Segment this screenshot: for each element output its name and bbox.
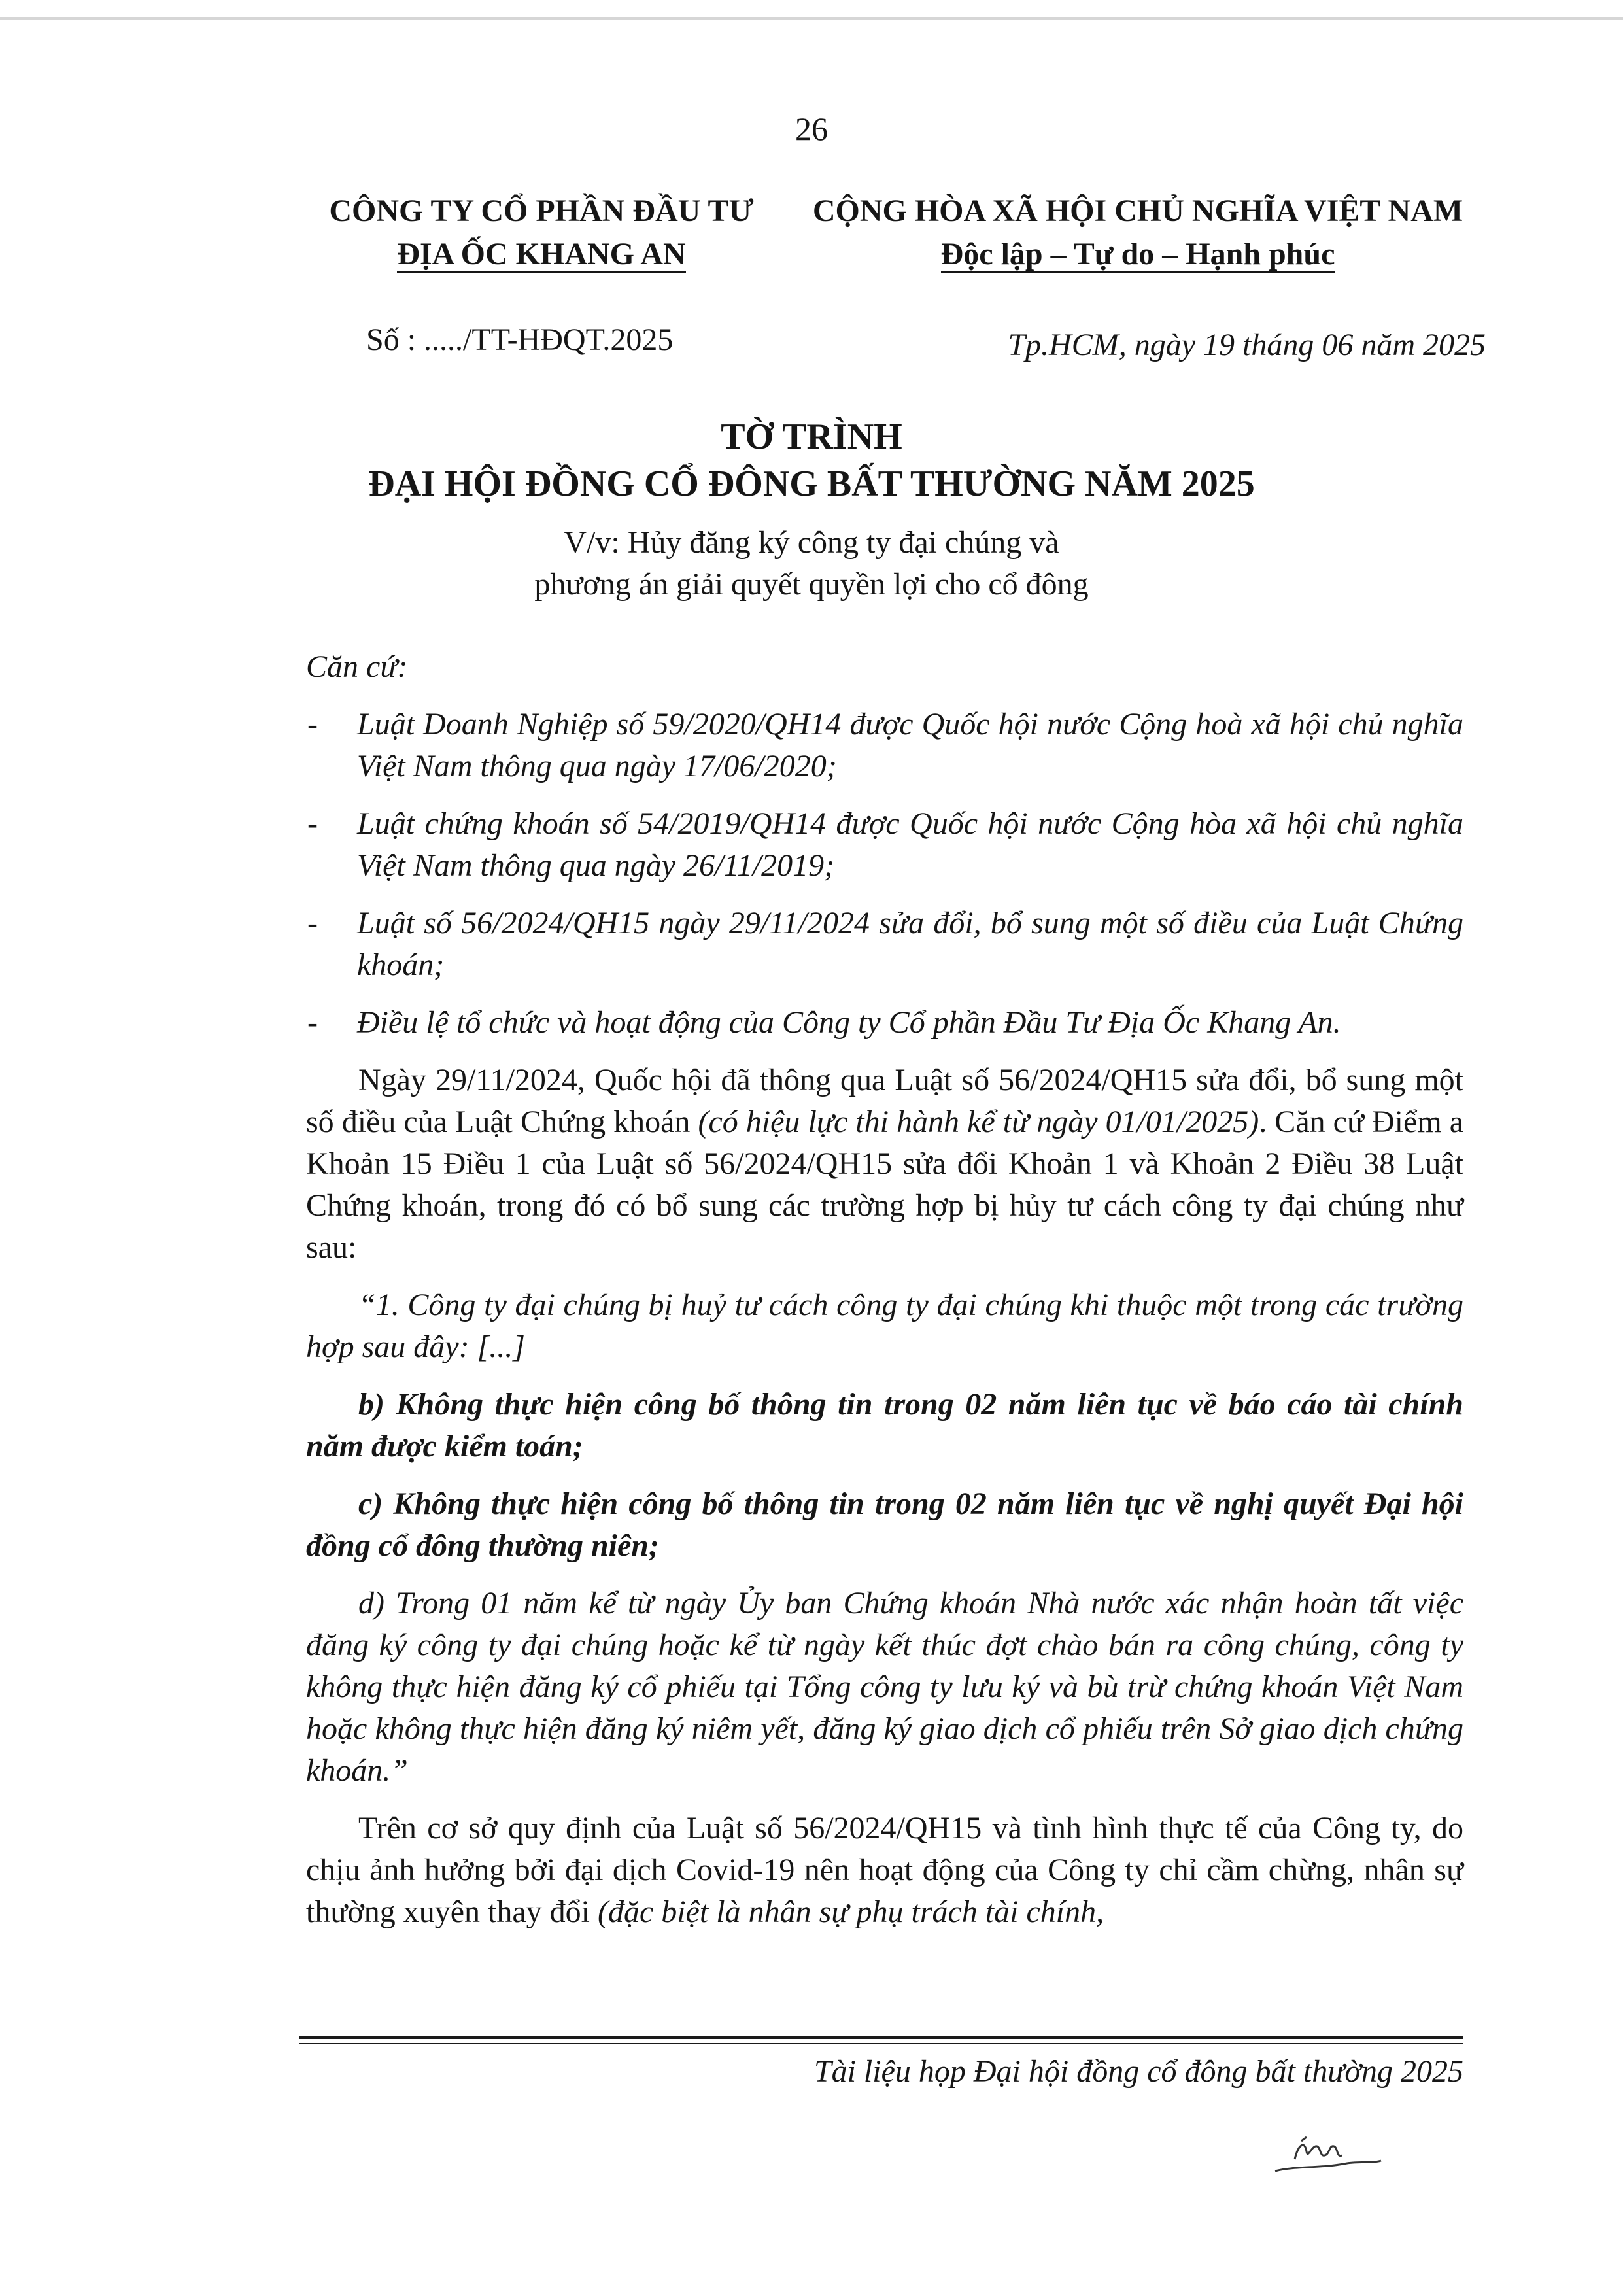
- scan-edge-line: [0, 17, 1623, 20]
- basis-item-text: Luật số 56/2024/QH15 ngày 29/11/2024 sửa đổi, bổ sung một số điều của Luật Chứng khoán;: [357, 906, 1463, 982]
- document-date: Tp.HCM, ngày 19 tháng 06 năm 2025: [1008, 328, 1486, 362]
- paragraph-note: (đặc biệt là nhân sự phụ trách tài chính,: [598, 1894, 1104, 1929]
- basis-item: [306, 902, 1463, 986]
- quote-item-b: b) Không thực hiện công bố thông tin trong 02 năm liên tục về báo cáo tài chính năm được kiểm toán;: [306, 1387, 1463, 1464]
- quote-intro: “1. Công ty đại chúng bị huỷ tư cách công ty đại chúng khi thuộc một trong các trường hợp sau đây: [...]: [306, 1288, 1463, 1364]
- page-number: 26: [795, 111, 828, 147]
- nation-header: [785, 190, 1491, 276]
- quote-item-c: c) Không thực hiện công bố thông tin trong 02 năm liên tục về nghị quyết Đại hội đồng cổ đông thường niên;: [306, 1486, 1463, 1563]
- nation-name: CỘNG HÒA XÃ HỘI CHỦ NGHĨA VIỆT NAM: [812, 194, 1463, 228]
- basis-item: [306, 803, 1463, 887]
- document-body: [306, 646, 1463, 1949]
- basis-item-text: Luật chứng khoán số 54/2019/QH14 được Quốc hội nước Cộng hòa xã hội chủ nghĩa Việt Nam thông qua ngày 26/11/2019;: [357, 806, 1463, 883]
- quote-item-d: d) Trong 01 năm kể từ ngày Ủy ban Chứng khoán Nhà nước xác nhận hoàn tất việc đăng ký công ty đại chúng hoặc kể từ ngày kết thúc đợt chào bán ra công chúng, công ty không thực hiện đăng ký cổ phiếu tại Tổng công ty lưu ký và bù trừ chứng khoán Việt Nam hoặc không thực hiện đăng ký niêm yết, đăng ký giao dịch cổ phiếu trên Sở giao dịch chứng khoán.”: [306, 1586, 1463, 1788]
- footer-divider: [299, 2043, 1463, 2044]
- nation-motto: Độc lập – Tự do – Hạnh phúc: [941, 237, 1335, 273]
- handwritten-initials-icon: [1269, 2125, 1386, 2184]
- list-dash: -: [307, 707, 318, 742]
- footer-caption: Tài liệu họp Đại hội đồng cổ đông bất thường 2025: [813, 2054, 1463, 2089]
- list-dash: -: [307, 906, 318, 940]
- basis-item: [306, 704, 1463, 787]
- paragraph-text: Ngày 29/11/2024, Quốc hội đã thông qua Luật số 56/2024/QH15 sửa đổi, bổ sung một số điều của Luật Chứng khoán: [306, 1063, 1463, 1139]
- list-dash: -: [307, 806, 318, 841]
- paragraph-text: Trên cơ sở quy định của Luật số 56/2024/QH15 và tình hình thực tế của Công ty, do chịu ảnh hưởng bởi đại dịch Covid-19 nên hoạt động của Công ty chỉ cầm chừng, nhân sự thường xuyên thay đổi: [306, 1811, 1463, 1929]
- paragraph-text: . Căn cứ Điểm a Khoản 15 Điều 1 của Luật số 56/2024/QH15 sửa đổi Khoản 1 và Khoản 2 Điều 38 Luật Chứng khoán, trong đó có bổ sung các trường hợp bị hủy tư cách công ty đại chúng như sau:: [306, 1105, 1463, 1265]
- footer-divider: [299, 2036, 1463, 2039]
- document-number: Số : ...../TT-HĐQT.2025: [366, 322, 674, 357]
- document-title: [0, 413, 1623, 507]
- list-dash: -: [307, 1005, 318, 1040]
- company-name-line1: CÔNG TY CỔ PHẦN ĐẦU TƯ: [329, 194, 754, 228]
- basis-item-text: Luật Doanh Nghiệp số 59/2020/QH14 được Quốc hội nước Cộng hoà xã hội chủ nghĩa Việt Nam thông qua ngày 17/06/2020;: [357, 707, 1463, 783]
- basis-label: Căn cứ:: [306, 649, 408, 684]
- subject-line2: phương án giải quyết quyền lợi cho cổ đông: [534, 567, 1089, 602]
- subject-line1: V/v: Hủy đăng ký công ty đại chúng và: [564, 525, 1059, 560]
- paragraph-effective-note: (có hiệu lực thi hành kể từ ngày 01/01/2025): [698, 1105, 1259, 1139]
- document-subject: [0, 522, 1623, 606]
- paragraph-company-situation: [306, 1808, 1463, 1933]
- company-header: [306, 190, 777, 276]
- paragraph-law-change: [306, 1059, 1463, 1269]
- basis-item-text: Điều lệ tổ chức và hoạt động của Công ty Cổ phần Đầu Tư Địa Ốc Khang An.: [357, 1005, 1341, 1040]
- basis-item: [306, 1002, 1463, 1044]
- title-line2: ĐẠI HỘI ĐỒNG CỔ ĐÔNG BẤT THƯỜNG NĂM 2025: [368, 464, 1255, 504]
- company-name-line2: ĐỊA ỐC KHANG AN: [397, 237, 685, 273]
- title-line1: TỜ TRÌNH: [721, 417, 902, 457]
